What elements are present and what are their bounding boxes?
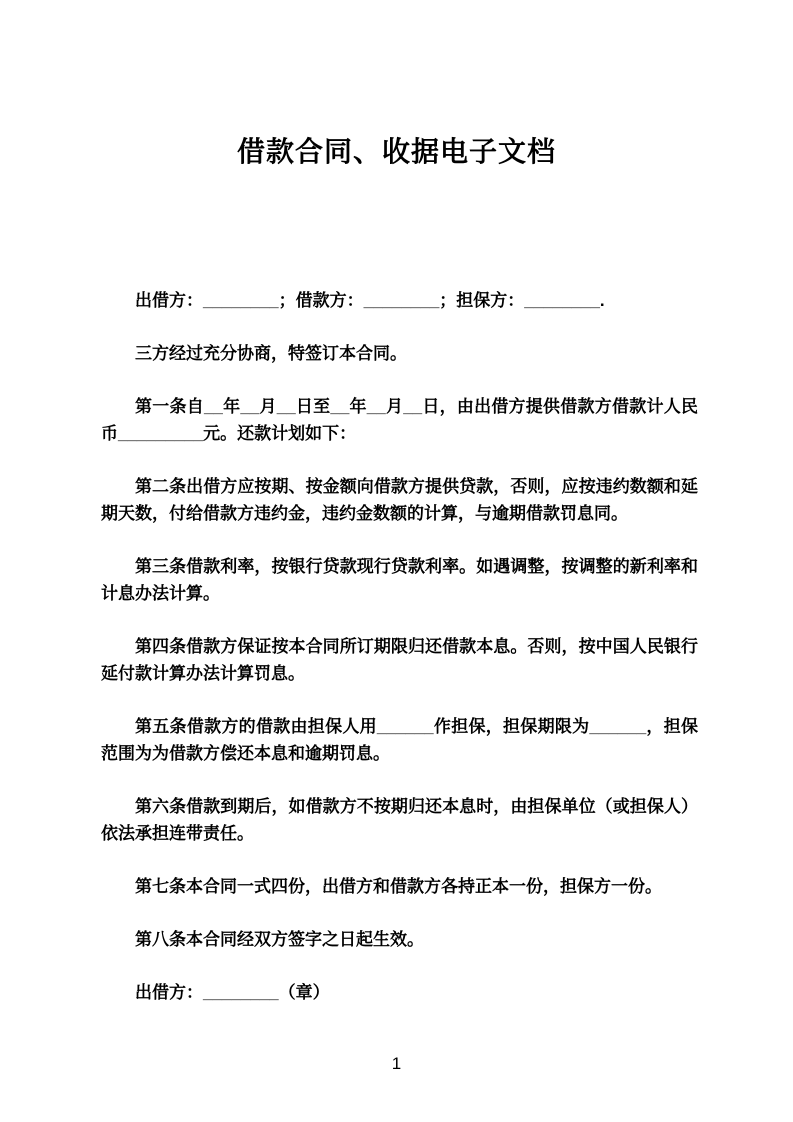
clause-3: 第三条借款利率，按银行贷款现行贷款利率。如遇调整，按调整的新利率和计息办法计算。: [101, 557, 698, 603]
clause-4: 第四条借款方保证按本合同所订期限归还借款本息。否则，按中国人民银行延付款计算办法计算罚息。: [101, 637, 698, 683]
page-number: 1: [391, 1054, 402, 1073]
parties-line: 出借方：________；借款方：________；担保方：________.: [135, 291, 605, 310]
preamble-line: 三方经过充分协商，特签订本合同。: [135, 344, 407, 363]
clause-2: 第二条出借方应按期、按金额向借款方提供贷款，否则，应按违约数额和延期天数，付给借款方违约金，违约金数额的计算，与逾期借款罚息同。: [101, 477, 698, 523]
document-body: [101, 287, 698, 1006]
clause-1: 第一条自__年__月__日至__年__月__日，由出借方提供借款方借款计人民币_________元。还款计划如下：: [101, 397, 698, 443]
document-title: 借款合同、收据电子文档: [236, 136, 556, 167]
clause-8: 第八条本合同经双方签字之日起生效。: [135, 930, 424, 949]
signature-line: 出借方：________（章）: [135, 983, 330, 1002]
clause-5: 第五条借款方的借款由担保人用______作担保，担保期限为______，担保范围为为借款方偿还本息和逾期罚息。: [101, 717, 698, 763]
clause-7: 第七条本合同一式四份，出借方和借款方各持正本一份，担保方一份。: [135, 877, 662, 896]
clause-6: 第六条借款到期后，如借款方不按期归还本息时，由担保单位（或担保人）依法承担连带责任。: [101, 797, 698, 843]
